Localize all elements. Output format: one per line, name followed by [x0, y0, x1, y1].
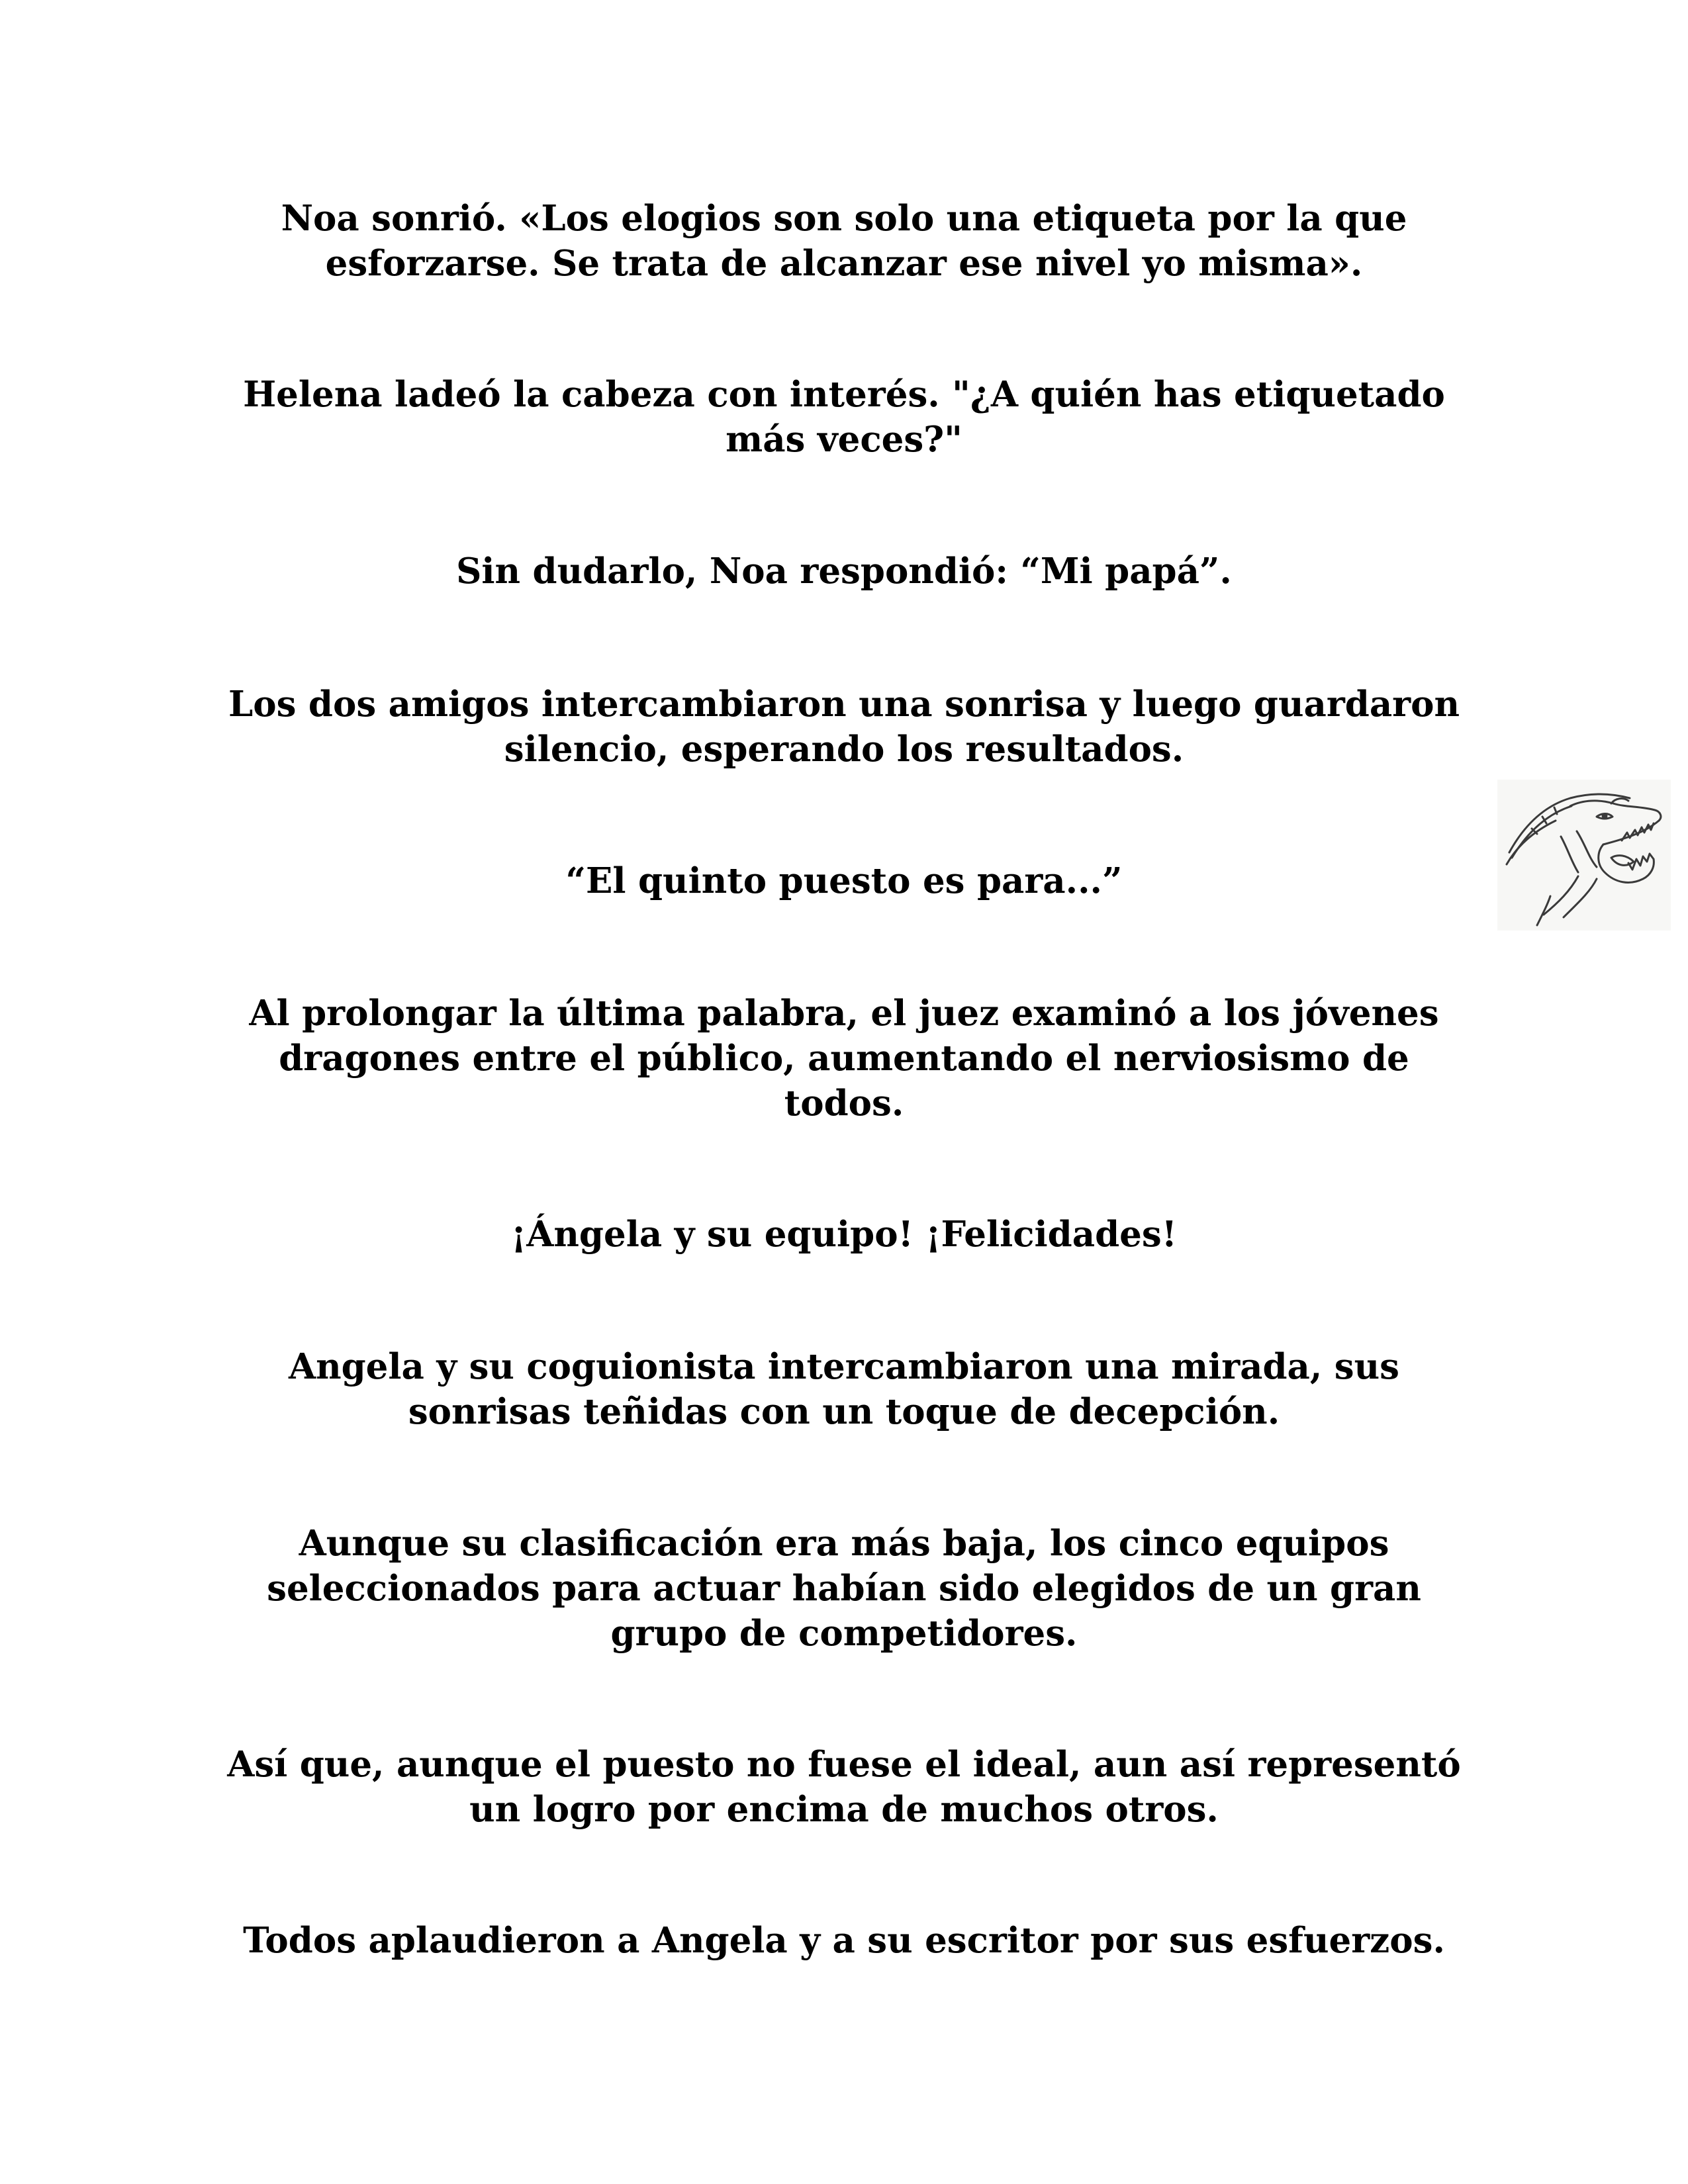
text-line: más veces?" [726, 419, 962, 460]
paragraph-11 [0, 1918, 1688, 1963]
dragon-head-sketch-icon [1497, 780, 1671, 931]
paragraph-6 [0, 991, 1688, 1126]
text-line: seleccionados para actuar habían sido elegidos de un gran [267, 1568, 1421, 1609]
text-line: todos. [784, 1083, 904, 1124]
text-line: silencio, esperando los resultados. [504, 729, 1184, 770]
text-line: Aunque su clasificación era más baja, los cinco equipos [299, 1523, 1389, 1564]
paragraph-5 [0, 858, 1688, 903]
text-line: grupo de competidores. [610, 1613, 1078, 1654]
paragraph-9 [0, 1521, 1688, 1656]
paragraph-10 [0, 1742, 1688, 1832]
text-line: Noa sonrió. «Los elogios son solo una etiqueta por la que [281, 198, 1407, 239]
text-line: un logro por encima de muchos otros. [469, 1789, 1219, 1830]
text-line: Al prolongar la última palabra, el juez examinó a los jóvenes [249, 993, 1439, 1034]
text-line: Así que, aunque el puesto no fuese el ideal, aun así representó [227, 1744, 1461, 1785]
paragraph-2 [0, 372, 1688, 462]
text-line: “El quinto puesto es para...” [565, 860, 1123, 901]
text-line: dragones entre el público, aumentando el nerviosismo de [279, 1038, 1409, 1079]
text-line: Todos aplaudieron a Angela y a su escritor por sus esfuerzos. [243, 1920, 1445, 1961]
text-line: Los dos amigos intercambiaron una sonrisa y luego guardaron [228, 684, 1460, 725]
text-line: Helena ladeó la cabeza con interés. "¿A quién has etiquetado [243, 374, 1445, 415]
text-line: ¡Ángela y su equipo! ¡Felicidades! [511, 1214, 1177, 1255]
paragraph-1 [0, 196, 1688, 286]
text-line: Sin dudarlo, Noa respondió: “Mi papá”. [456, 551, 1232, 592]
paragraph-3 [0, 549, 1688, 594]
text-line: Angela y su coguionista intercambiaron una mirada, sus [288, 1346, 1400, 1387]
paragraph-4 [0, 682, 1688, 772]
paragraph-8 [0, 1344, 1688, 1434]
text-line: sonrisas teñidas con un toque de decepción. [408, 1391, 1280, 1432]
paragraph-7 [0, 1212, 1688, 1257]
text-line: esforzarse. Se trata de alcanzar ese nivel yo misma». [325, 243, 1363, 284]
